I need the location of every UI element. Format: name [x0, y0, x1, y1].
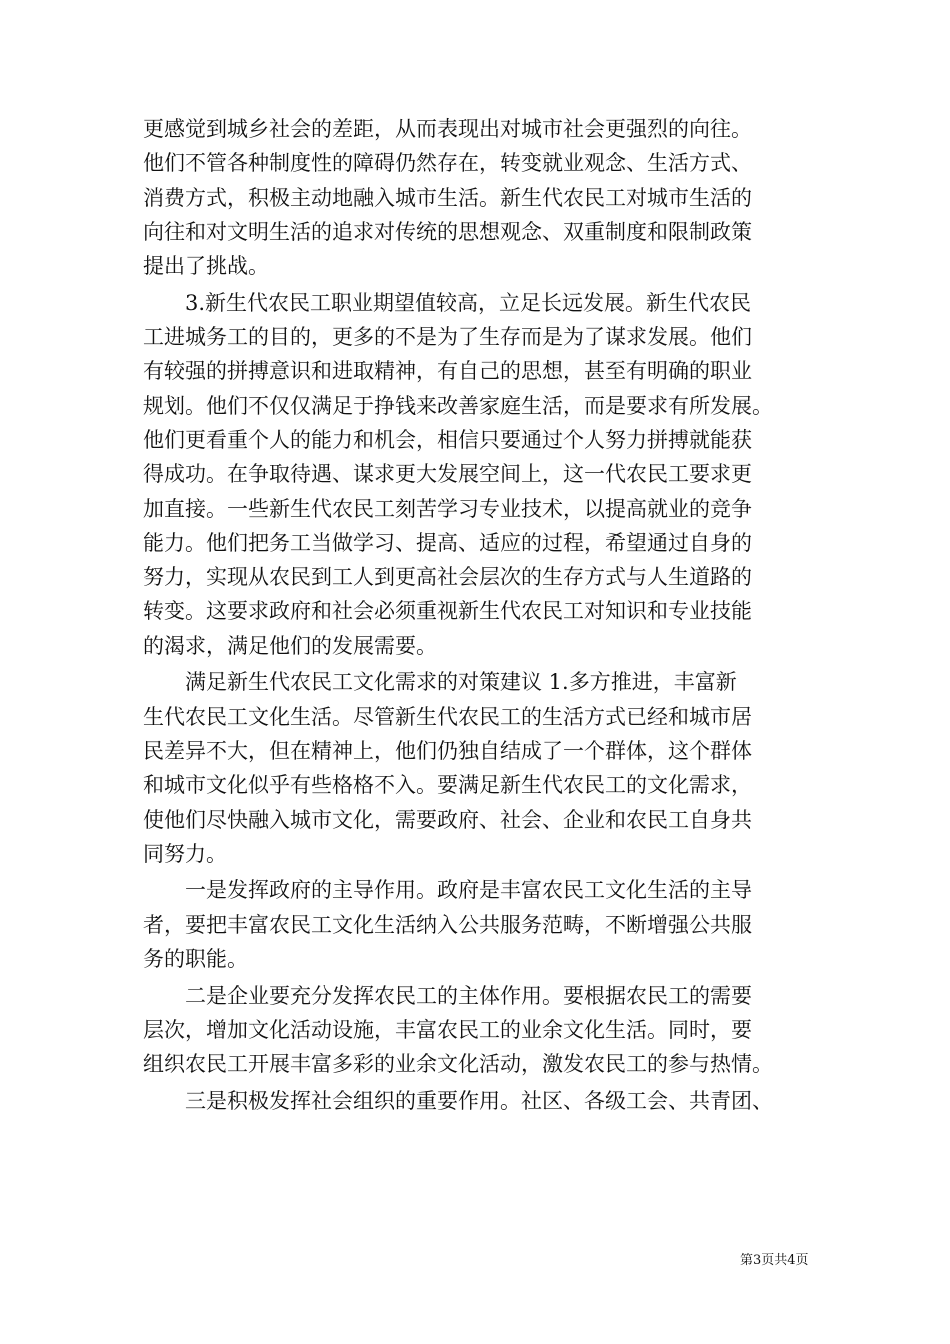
paragraph — [143, 665, 807, 871]
text-line: 他们更看重个人的能力和机会，相信只要通过个人努力拼搏就能获 — [143, 427, 752, 452]
text-line: 者，要把丰富农民工文化生活纳入公共服务范畴，不断增强公共服 — [143, 912, 752, 937]
text-line: 得成功。在争取待遇、谋求更大发展空间上，这一代农民工要求更 — [143, 462, 752, 487]
text-line: 民差异不大，但在精神上，他们仍独自结成了一个群体，这个群体 — [143, 738, 752, 763]
text-line: 组织农民工开展丰富多彩的业余文化活动，激发农民工的参与热情。 — [143, 1052, 773, 1077]
text-line: 的渴求，满足他们的发展需要。 — [143, 633, 437, 658]
text-line: 消费方式，积极主动地融入城市生活。新生代农民工对城市生活的 — [143, 185, 752, 210]
text-line: 努力，实现从农民到工人到更高社会层次的生存方式与人生道路的 — [143, 565, 752, 590]
text-line: 能力。他们把务工当做学习、提高、适应的过程，希望通过自身的 — [143, 530, 752, 555]
text-line: 规划。他们不仅仅满足于挣钱来改善家庭生活，而是要求有所发展。 — [143, 393, 773, 418]
text-line: 生代农民工文化生活。尽管新生代农民工的生活方式已经和城市居 — [143, 704, 752, 729]
text-line: 有较强的拼搏意识和进取精神，有自己的思想，甚至有明确的职业 — [143, 359, 752, 384]
text-line: 向往和对文明生活的追求对传统的思想观念、双重制度和限制政策 — [143, 219, 752, 244]
paragraph-spacing — [143, 1118, 807, 1120]
text-line: 三是积极发挥社会组织的重要作用。社区、各级工会、共青团、 — [185, 1088, 773, 1113]
paragraph — [143, 112, 807, 283]
text-line: 加直接。一些新生代农民工刻苦学习专业技术，以提高就业的竞争 — [143, 496, 752, 521]
text-line: 3.新生代农民工职业期望值较高，立足长远发展。新生代农民 — [185, 290, 752, 315]
text-line: 使他们尽快融入城市文化，需要政府、社会、企业和农民工自身共 — [143, 807, 752, 832]
text-line: 二是企业要充分发挥农民工的主体作用。要根据农民工的需要 — [185, 983, 752, 1008]
text-line: 他们不管各种制度性的障碍仍然存在，转变就业观念、生活方式、 — [143, 151, 752, 176]
page-footer: 第3页共4页 — [740, 1253, 809, 1268]
paragraph — [143, 1084, 807, 1118]
text-line: 和城市文化似乎有些格格不入。要满足新生代农民工的文化需求， — [143, 773, 752, 798]
text-line: 转变。这要求政府和社会必须重视新生代农民工对知识和专业技能 — [143, 599, 752, 624]
text-line: 更感觉到城乡社会的差距，从而表现出对城市社会更强烈的向往。 — [143, 117, 752, 141]
body-text — [143, 112, 807, 1120]
text-line: 满足新生代农民工文化需求的对策建议 1.多方推进，丰富新 — [185, 670, 737, 695]
text-line: 一是发挥政府的主导作用。政府是丰富农民工文化生活的主导 — [185, 878, 752, 903]
text-line: 同努力。 — [143, 841, 227, 866]
paragraph — [143, 873, 807, 976]
text-line: 工进城务工的目的，更多的不是为了生存而是为了谋求发展。他们 — [143, 325, 752, 350]
paragraph — [143, 286, 807, 663]
paragraph — [143, 979, 807, 1082]
text-line: 提出了挑战。 — [143, 254, 269, 279]
text-line: 层次，增加文化活动设施，丰富农民工的业余文化生活。同时，要 — [143, 1017, 752, 1042]
text-line: 务的职能。 — [143, 947, 248, 972]
